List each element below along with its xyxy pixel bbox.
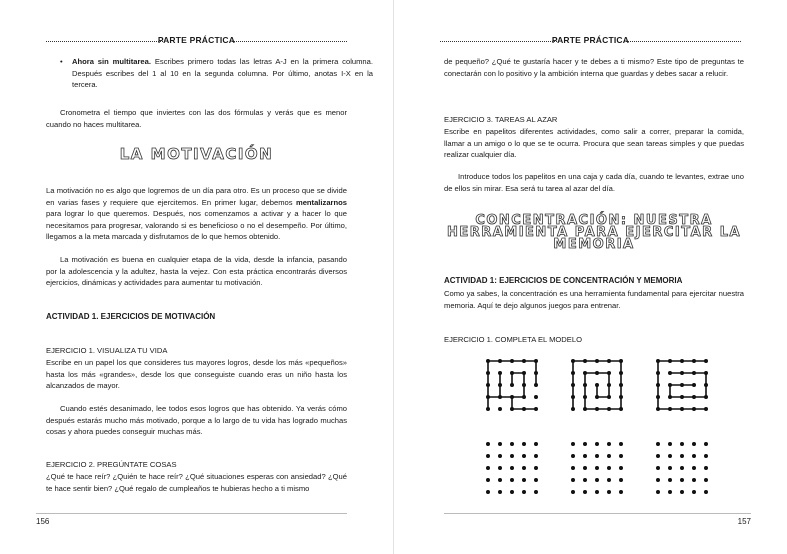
empty-grid-2[interactable] bbox=[567, 438, 627, 498]
paragraph-motivacion-b: para lograr lo que queremos. Después, nos comenzamos a activar y a hacer lo que necesitamos para progresar, valorando si es beneficioso o no el desempeño. Por último, llegamos a la meta marcada y disfrutamos de lo que hemos obtenido. bbox=[46, 209, 347, 242]
activity-title-motivacion: ACTIVIDAD 1. EJERCICIOS DE MOTIVACIÓN bbox=[46, 312, 216, 321]
left-page bbox=[0, 0, 393, 554]
activity-title-concentracion: ACTIVIDAD 1: EJERCICIOS DE CONCENTRACIÓN Y MEMORIA bbox=[444, 276, 683, 285]
right-page bbox=[394, 0, 787, 554]
left-running-header bbox=[46, 35, 347, 47]
exercise-1-text: Escribe en un papel los que consideres tus mayores logros, desde los más «pequeños» hasta los más «grandes», desde los que conseguiste cuando eras un niño hasta los alcanzados de mayor. bbox=[46, 358, 347, 391]
right-running-header bbox=[440, 35, 741, 47]
exercise-3-text-2: Introduce todos los papelitos en una caja y cada día, cuando te levantes, extrae uno de ellos sin mirar. Esa será tu tarea al azar del día. bbox=[444, 172, 744, 193]
exercise-2-title: EJERCICIO 2. PREGÚNTATE COSAS bbox=[46, 460, 177, 469]
section-title-line-1: CONCENTRACIÓN: NUESTRA bbox=[475, 213, 713, 228]
exercise-2-text: ¿Qué te hace reír? ¿Quién te hace reír? ¿Qué situaciones esperas con ansiedad? ¿Qué te hace sentir bien? ¿Qué regalo de cumpleaños te hubieras hecho a ti mismo bbox=[46, 472, 347, 493]
section-title-line-2: HERRAMIENTA PARA EJERCITAR LA bbox=[446, 225, 742, 240]
right-header-text: PARTE PRÁCTICA bbox=[551, 35, 630, 45]
paragraph-cronometra: Cronometra el tiempo que inviertes con las dos fórmulas y verás que es menor cuando no haces multitarea. bbox=[46, 108, 347, 129]
left-page-number: 156 bbox=[36, 517, 50, 526]
pattern-model-3 bbox=[652, 355, 712, 415]
exercise-1-text-2: Cuando estés desanimado, lee todos esos logros que has obtenido. Ya verás cómo después estarás mucho más motivado, porque a lo largo de tu vida has logrado muchas cosas y ahora puedes conseguir muchas más. bbox=[46, 404, 347, 437]
bullet-dot-icon: • bbox=[60, 57, 63, 66]
pattern-model-2 bbox=[567, 355, 627, 415]
bullet-text: Escribes primero todas las letras A-J en la primera columna. Después escribes del 1 al 10 en la segunda columna. Por último, anotas I-X en la tercera. bbox=[72, 57, 373, 90]
section-title-motivacion: LA MOTIVACIÓN bbox=[119, 145, 274, 163]
right-footer-rule bbox=[444, 513, 751, 514]
paragraph-motivacion bbox=[46, 185, 347, 243]
section-title-concentracion bbox=[444, 215, 744, 251]
exercise-3-text: Escribe en papelitos diferentes actividades, como salir a correr, preparar la comida, llamar a un amigo o lo que se te ocurra. Procura que sean tareas simples y que puedas realizar cualquier día. bbox=[444, 127, 744, 160]
paragraph-motivacion-bold: mentalizarnos bbox=[295, 197, 347, 207]
empty-grid-3[interactable] bbox=[652, 438, 712, 498]
pattern-model-1 bbox=[482, 355, 542, 415]
left-header-text: PARTE PRÁCTICA bbox=[157, 35, 236, 45]
exercise-3-title: EJERCICIO 3. TAREAS AL AZAR bbox=[444, 115, 558, 124]
paragraph-motivacion-a: La motivación no es algo que logremos de un día para otro. Es un proceso que se divide en varias fases y requiere que ejercitemos. En primer lugar, debemos bbox=[46, 186, 347, 207]
paragraph-etapa: La motivación es buena en cualquier etapa de la vida, desde la infancia, pasando por la adolescencia y la adultez, hasta la vejez. Con esta práctica encontrarás diversos ejercicios, dinámicas y actividades para aumentar tu motivación. bbox=[46, 255, 347, 288]
exercise-1-title: EJERCICIO 1. VISUALIZA TU VIDA bbox=[46, 346, 168, 355]
activity-text: Como ya sabes, la concentración es una herramienta fundamental para ejercitar nuestra memoria. Aquí te dejo algunos juegos para entrenar. bbox=[444, 289, 744, 310]
section-title-line-3: MEMORIA bbox=[553, 237, 635, 252]
paragraph-continuation: de pequeño? ¿Qué te gustaría hacer y te debes a ti mismo? Este tipo de preguntas te conectarán con lo positivo y la ambición interna que guardas y debes sacar a relucir. bbox=[444, 57, 744, 78]
right-page-number: 157 bbox=[737, 517, 751, 526]
empty-grid-1[interactable] bbox=[482, 438, 542, 498]
exercise-completa-title: EJERCICIO 1. COMPLETA EL MODELO bbox=[444, 335, 582, 344]
bullet-bold: Ahora sin multitarea. bbox=[72, 57, 151, 66]
left-footer-rule bbox=[36, 513, 347, 514]
bullet-multitarea bbox=[46, 56, 373, 91]
